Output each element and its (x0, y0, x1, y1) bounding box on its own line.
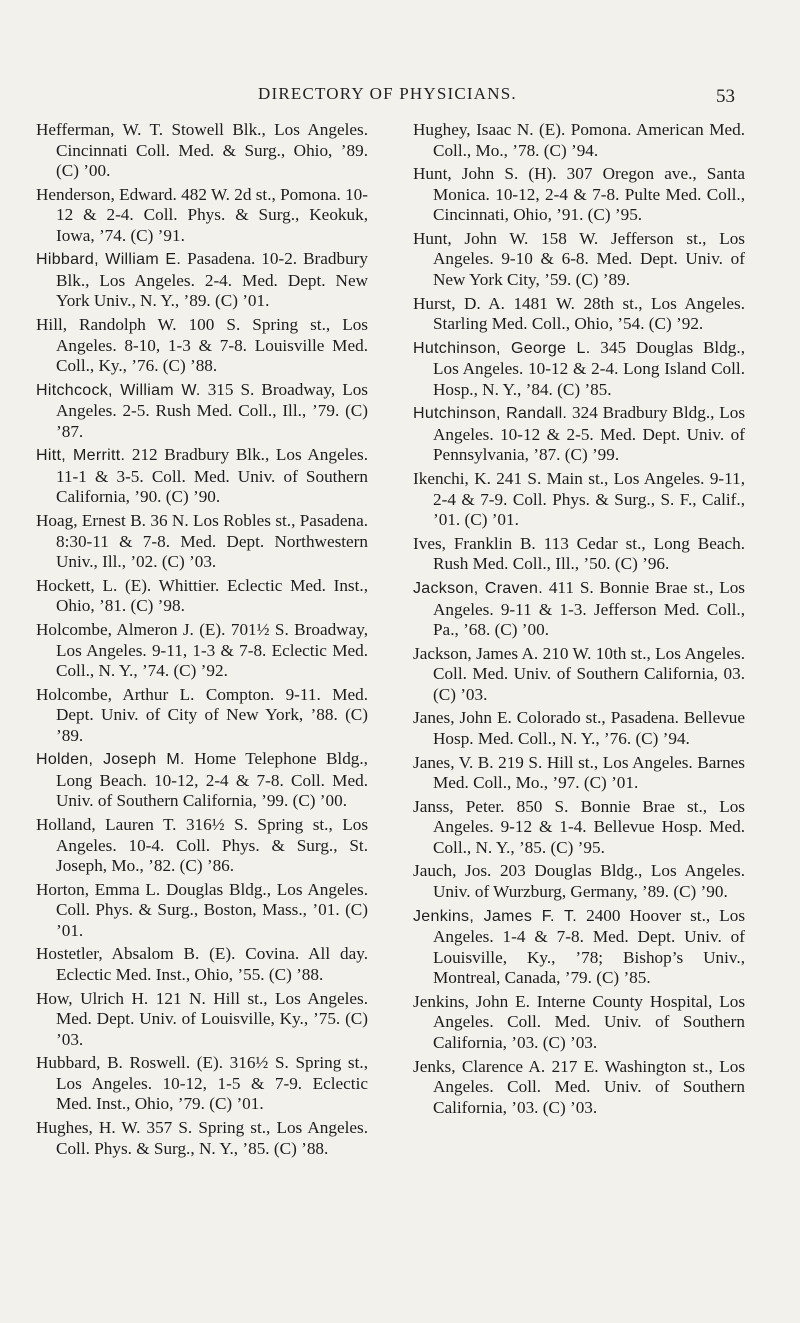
physician-name: Hughey, Isaac N. (E). (413, 120, 566, 139)
physician-details: Pomona. American Med. Coll., Mo., ’78. (C) ’94. (433, 120, 745, 160)
physician-name: Janes, V. B. (413, 752, 494, 772)
physician-details: 113 Cedar st., Long Beach. Rush Med. Coll., Ill., ’50. (C) ’96. (433, 533, 745, 574)
physician-details: Interne County Hospital, Los Angeles. Coll. Med. Univ. of Southern California, ’03. (C) ’03. (433, 991, 746, 1052)
physician-details: Colorado st., Pasadena. Bellevue Hosp. Med. Coll., N. Y., ’76. (C) ’94. (433, 708, 746, 748)
directory-entry (413, 403, 745, 466)
physician-name: Hefferman, W. T. (36, 120, 164, 139)
directory-entry (413, 797, 745, 859)
physician-name: How, Ulrich H. (36, 988, 149, 1008)
directory-entry (36, 989, 368, 1051)
directory-entry (413, 644, 745, 706)
physician-details: 158 W. Jefferson st., Los Angeles. 9-10 & 6-8. Med. Dept. Univ. of New York City, ’59. (C) ’89. (433, 228, 745, 289)
physician-details: Pasadena. 10-2. Bradbury Blk., Los Angeles. 2-4. Med. Dept. New York Univ., N. Y., ’89. (C) ’01. (56, 249, 368, 311)
page-number: 53 (716, 86, 735, 107)
physician-details: 315 S. Broadway, Los Angeles. 2-5. Rush Med. Coll., Ill., ’79. (C) ’87. (56, 379, 368, 441)
directory-entry (36, 511, 368, 573)
directory-entry (36, 249, 368, 312)
physician-details: 217 E. Washington st., Los Angeles. Coll. Med. Univ. of Southern California, ’03. (C) ’03. (433, 1056, 746, 1117)
right-column (413, 120, 745, 1121)
physician-details: Compton. 9-11. Med. Dept. Univ. of City of New York, ’88. (C) ’89. (56, 684, 368, 745)
physician-name: Jenks, Clarence A. (413, 1056, 546, 1076)
directory-entry (413, 534, 745, 575)
directory-entry (36, 576, 368, 617)
directory-entry (413, 861, 745, 902)
physician-name: Hunt, John W. (413, 228, 529, 248)
physician-name: Jackson, Craven. (413, 580, 543, 597)
directory-entry (36, 620, 368, 682)
physician-details: 212 Bradbury Blk., Los Angeles. 11-1 & 3-5. Coll. Med. Univ. of Southern California, ’90. (C) ’90. (56, 445, 368, 507)
physician-details: 316½ S. Spring st., Los Angeles. 10-12, 1-5 & 7-9. Eclectic Med. Inst., Ohio, ’79. (C) ’01. (56, 1053, 368, 1114)
physician-name: Holcombe, Arthur L. (36, 684, 195, 704)
physician-details: 316½ S. Spring st., Los Angeles. 10-4. Coll. Phys. & Surg., St. Joseph, Mo., ’82. (C) ’86. (56, 815, 369, 876)
physician-name: Henderson, Edward. (36, 184, 177, 204)
physician-name: Hoag, Ernest B. (36, 511, 146, 531)
directory-entry (36, 380, 368, 443)
physician-details: Covina. All day. Eclectic Med. Inst., Ohio, ’55. (C) ’88. (56, 944, 368, 984)
directory-entry (413, 469, 745, 531)
directory-entry (413, 338, 745, 401)
physician-name: Hughes, H. W. (36, 1118, 141, 1137)
physician-name: Janes, John E. (413, 708, 512, 728)
directory-entry (413, 164, 745, 226)
running-head: DIRECTORY OF PHYSICIANS. (258, 84, 517, 103)
physician-name: Hubbard, B. Roswell. (E). (36, 1053, 223, 1073)
physician-name: Hostetler, Absalom B. (E). (36, 944, 236, 964)
physician-details: 357 S. Spring st., Los Angeles. Coll. Phys. & Surg., N. Y., ’85. (C) ’88. (56, 1118, 369, 1158)
physician-name: Hockett, L. (E). (36, 575, 152, 595)
physician-details: 345 Douglas Bldg., Los Angeles. 10-12 & 2-4. Long Island Coll. Hosp., N. Y., ’84. (C) ’85. (433, 337, 745, 399)
directory-entry (36, 185, 368, 247)
physician-name: Horton, Emma L. (36, 879, 161, 899)
physician-details: 307 Oregon ave., Santa Monica. 10-12, 2-4 & 7-8. Pulte Med. Coll., Cincinnati, Ohio, ’91. (C) ’95. (433, 164, 745, 225)
directory-entry (36, 685, 368, 747)
directory-entry (36, 944, 368, 985)
physician-details: 36 N. Los Robles st., Pasadena. 8:30-11 & 7-8. Med. Dept. Northwestern Univ., Ill., ’02. (C) ’03. (56, 511, 368, 572)
directory-entry (413, 578, 745, 641)
physician-details: 121 N. Hill st., Los Angeles. Med. Dept. Univ. of Louisville, Ky., ’75. (C) ’03. (56, 988, 369, 1049)
directory-entry (413, 906, 745, 989)
left-column (36, 120, 368, 1162)
directory-entry (36, 315, 368, 377)
physician-name: Hunt, John S. (H). (413, 164, 557, 184)
physician-details: Home Telephone Bldg., Long Beach. 10-12, 2-4 & 7-8. Coll. Med. Univ. of Southern California, ’99. (C) ’00. (56, 749, 368, 811)
physician-name: Jauch, Jos. (413, 861, 492, 881)
directory-entry (413, 753, 745, 794)
directory-entry (36, 1053, 368, 1115)
physician-details: Whittier. Eclectic Med. Inst., Ohio, ’81. (C) ’98. (56, 575, 368, 616)
physician-name: Hitchcock, William W. (36, 381, 201, 399)
physician-details: 482 W. 2d st., Pomona. 10-12 & 2-4. Coll. Phys. & Surg., Keokuk, Iowa, ’74. (C) ’91. (56, 184, 368, 245)
physician-details: 411 S. Bonnie Brae st., Los Angeles. 9-11 & 1-3. Jefferson Med. Coll., Pa., ’68. (C) ’00. (433, 578, 746, 639)
physician-details: 2400 Hoover st., Los Angeles. 1-4 & 7-8. Med. Dept. Univ. of Louisville, Ky., ’78; Bishop’s Univ., Montreal, Canada, ’79. (C) ’85. (433, 905, 746, 988)
physician-details: Stowell Blk., Los Angeles. Cincinnati Coll. Med. & Surg., Ohio, ’89. (C) ’00. (56, 120, 368, 180)
physician-name: Hutchinson, George L. (413, 339, 591, 357)
directory-entry (413, 229, 745, 291)
physician-details: 850 S. Bonnie Brae st., Los Angeles. 9-12 & 1-4. Bellevue Hosp. Med. Coll., N. Y., ’85. (C) ’95. (433, 796, 746, 857)
physician-name: Holden, Joseph M. (36, 751, 185, 769)
physician-name: Ives, Franklin B. (413, 533, 536, 553)
directory-entry (413, 992, 745, 1054)
physician-details: 219 S. Hill st., Los Angeles. Barnes Med. Coll., Mo., ’97. (C) ’01. (433, 752, 745, 793)
physician-name: Hitt, Merritt. (36, 447, 126, 465)
physician-name: Hutchinson, Randall. (413, 405, 568, 423)
directory-entry (413, 120, 745, 161)
directory-entry (36, 815, 368, 877)
physician-details: 324 Bradbury Bldg., Los Angeles. 10-12 & 2-5. Med. Dept. Univ. of Pennsylvania, ’87. (C) ’99. (433, 403, 746, 465)
directory-entry (36, 445, 368, 508)
directory-entry (413, 294, 745, 335)
physician-details: 701½ S. Broadway, Los Angeles. 9-11, 1-3 & 7-8. Eclectic Med. Coll., N. Y., ’74. (C) ’92. (56, 620, 368, 680)
physician-name: Hill, Randolph W. (36, 315, 177, 335)
physician-name: Jenkins, James F. T. (413, 907, 578, 925)
physician-name: Holcombe, Almeron J. (E). (36, 620, 226, 639)
directory-entry (36, 120, 368, 182)
physician-name: Holland, Lauren T. (36, 815, 177, 835)
physician-details: 210 W. 10th st., Los Angeles. Coll. Med. Univ. of Southern California, 03. (C) ’03. (433, 643, 745, 704)
directory-entry (36, 749, 368, 812)
physician-details: 203 Douglas Bldg., Los Angeles. Univ. of Wurzburg, Germany, ’89. (C) ’90. (433, 861, 745, 901)
physician-name: Ikenchi, K. (413, 469, 491, 489)
physician-details: 100 S. Spring st., Los Angeles. 8-10, 1-3 & 7-8. Louisville Med. Coll., Ky., ’76. (C) ’88. (56, 315, 368, 376)
physician-details: Douglas Bldg., Los Angeles. Coll. Phys. & Surg., Boston, Mass., ’01. (C) ’01. (56, 879, 368, 940)
directory-entry (413, 708, 745, 749)
physician-name: Jenkins, John E. (413, 991, 530, 1011)
directory-entry (36, 880, 368, 942)
directory-entry (413, 1057, 745, 1119)
physician-name: Hurst, D. A. (413, 293, 505, 313)
physician-details: 1481 W. 28th st., Los Angeles. Starling Med. Coll., Ohio, ’54. (C) ’92. (433, 293, 745, 334)
physician-name: Hibbard, William E. (36, 251, 182, 269)
physician-details: 241 S. Main st., Los Angeles. 9-11, 2-4 & 7-9. Coll. Phys. & Surg., S. F., Calif., ’01. (C) ’01. (433, 469, 745, 530)
physician-name: Jackson, James A. (413, 643, 539, 663)
physician-name: Janss, Peter. (413, 796, 505, 816)
directory-entry (36, 1118, 368, 1159)
